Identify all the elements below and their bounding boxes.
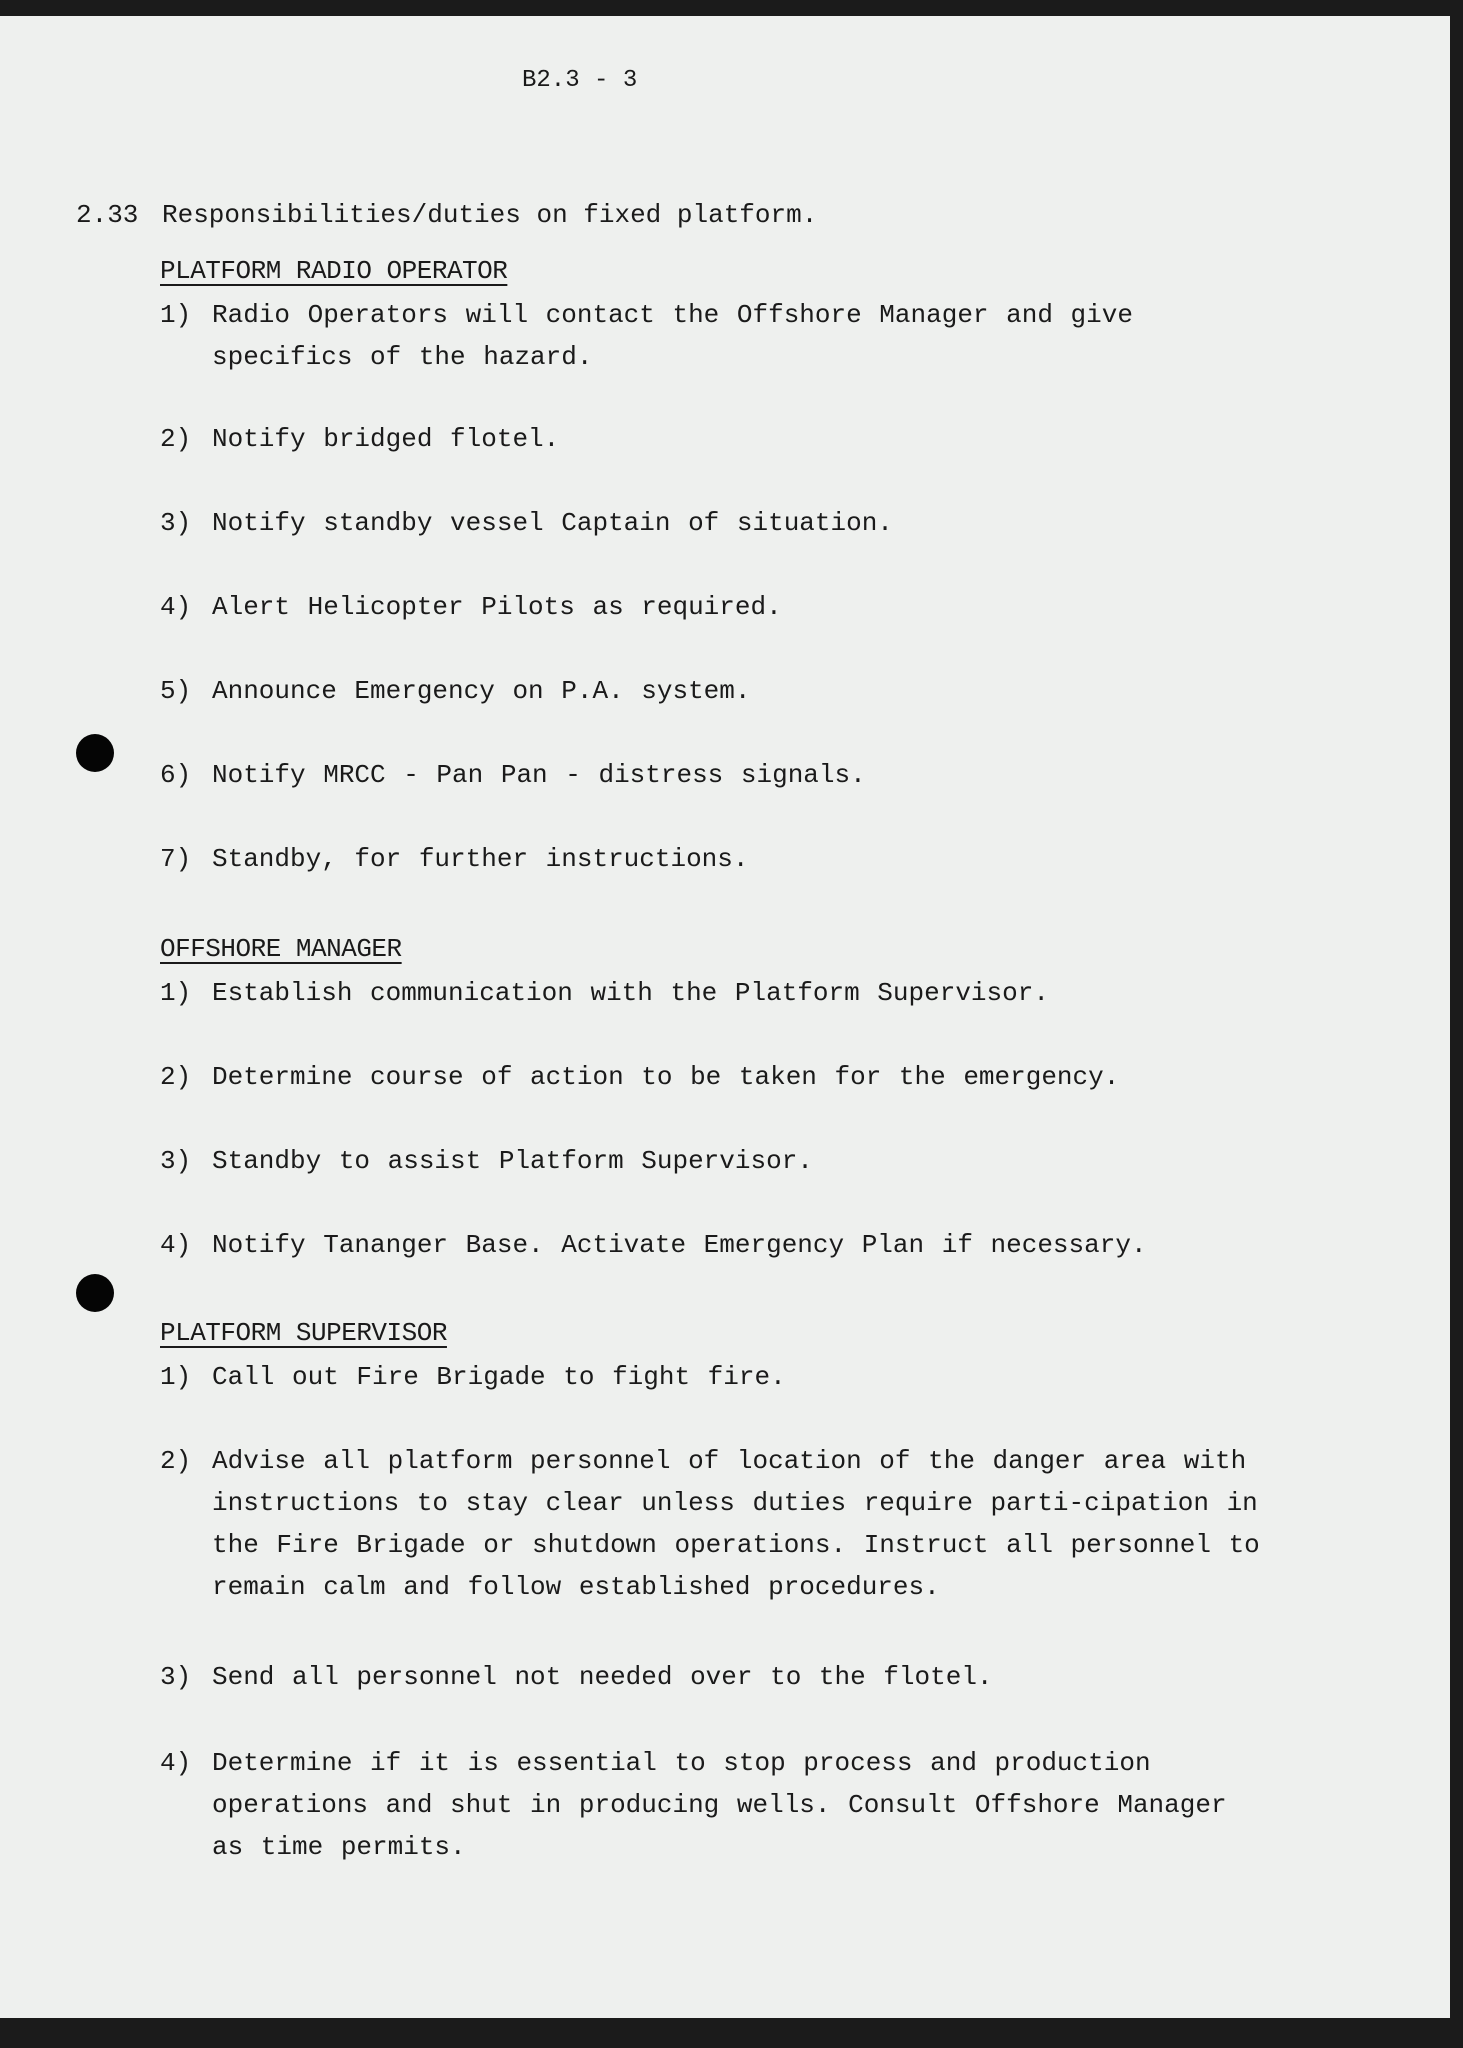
punch-hole — [76, 734, 114, 772]
offshore-manager-item-3 — [160, 1140, 1310, 1182]
item-text: Notify Tananger Base. Activate Emergency Plan if necessary. — [212, 1230, 1147, 1260]
item-text: Notify standby vessel Captain of situation. — [212, 508, 893, 538]
item-text: Announce Emergency on P.A. system. — [212, 676, 751, 706]
item-number: 5) — [160, 676, 192, 706]
offshore-manager-item-4 — [160, 1224, 1310, 1266]
item-text: Standby, for further instructions. — [212, 844, 749, 874]
item-number: 7) — [160, 844, 192, 874]
role-heading-offshore-manager: OFFSHORE MANAGER — [160, 934, 402, 964]
radio-operator-item-7 — [160, 838, 1310, 880]
document-page — [0, 16, 1450, 2018]
item-number: 4) — [160, 592, 192, 622]
radio-operator-item-3 — [160, 502, 1310, 544]
item-number: 2) — [160, 1062, 192, 1092]
item-number: 3) — [160, 1662, 192, 1692]
radio-operator-item-1 — [160, 294, 1310, 378]
item-number: 3) — [160, 1146, 192, 1176]
item-number: 2) — [160, 424, 192, 454]
platform-supervisor-item-1 — [160, 1356, 1310, 1398]
platform-supervisor-item-2 — [160, 1440, 1310, 1608]
offshore-manager-item-2 — [160, 1056, 1310, 1098]
item-text: Advise all platform personnel of location of the danger area with instructions to stay clear unless duties require parti-cipation in the Fire Brigade or shutdown operations. Instruct all personnel to remain calm and follow established procedures. — [212, 1446, 1260, 1602]
item-text: Determine if it is essential to stop process and production operations and shut in producing wells. Consult Offshore Manager as time permits. — [212, 1748, 1227, 1862]
item-number: 2) — [160, 1446, 192, 1476]
role-heading-radio-operator: PLATFORM RADIO OPERATOR — [160, 256, 508, 286]
item-number: 1) — [160, 978, 192, 1008]
item-text: Notify bridged flotel. — [212, 424, 560, 454]
radio-operator-item-6 — [160, 754, 1310, 796]
section-title: Responsibilities/duties on fixed platform. — [162, 200, 818, 230]
role-heading-platform-supervisor: PLATFORM SUPERVISOR — [160, 1318, 447, 1348]
item-number: 1) — [160, 300, 192, 330]
item-number: 6) — [160, 760, 192, 790]
item-number: 4) — [160, 1748, 192, 1778]
radio-operator-item-2 — [160, 418, 1310, 460]
punch-hole — [76, 1274, 114, 1312]
page-number: B2.3 - 3 — [522, 67, 638, 94]
radio-operator-item-5 — [160, 670, 1310, 712]
item-text: Standby to assist Platform Supervisor. — [212, 1146, 813, 1176]
offshore-manager-item-1 — [160, 972, 1310, 1014]
item-text: Notify MRCC - Pan Pan - distress signals. — [212, 760, 866, 790]
item-text: Call out Fire Brigade to fight fire. — [212, 1362, 786, 1392]
item-number: 4) — [160, 1230, 192, 1260]
item-number: 3) — [160, 508, 192, 538]
item-text: Determine course of action to be taken for the emergency. — [212, 1062, 1120, 1092]
platform-supervisor-item-3 — [160, 1656, 1310, 1698]
section-heading — [76, 194, 817, 236]
radio-operator-item-4 — [160, 586, 1310, 628]
scan-border — [0, 2018, 1463, 2048]
item-text: Send all personnel not needed over to the flotel. — [212, 1662, 993, 1692]
item-text: Alert Helicopter Pilots as required. — [212, 592, 782, 622]
section-number: 2.33 — [76, 200, 139, 230]
item-text: Establish communication with the Platform Supervisor. — [212, 978, 1049, 1008]
item-text: Radio Operators will contact the Offshore Manager and give specifics of the hazard. — [212, 300, 1133, 372]
platform-supervisor-item-4 — [160, 1742, 1310, 1868]
item-number: 1) — [160, 1362, 192, 1392]
